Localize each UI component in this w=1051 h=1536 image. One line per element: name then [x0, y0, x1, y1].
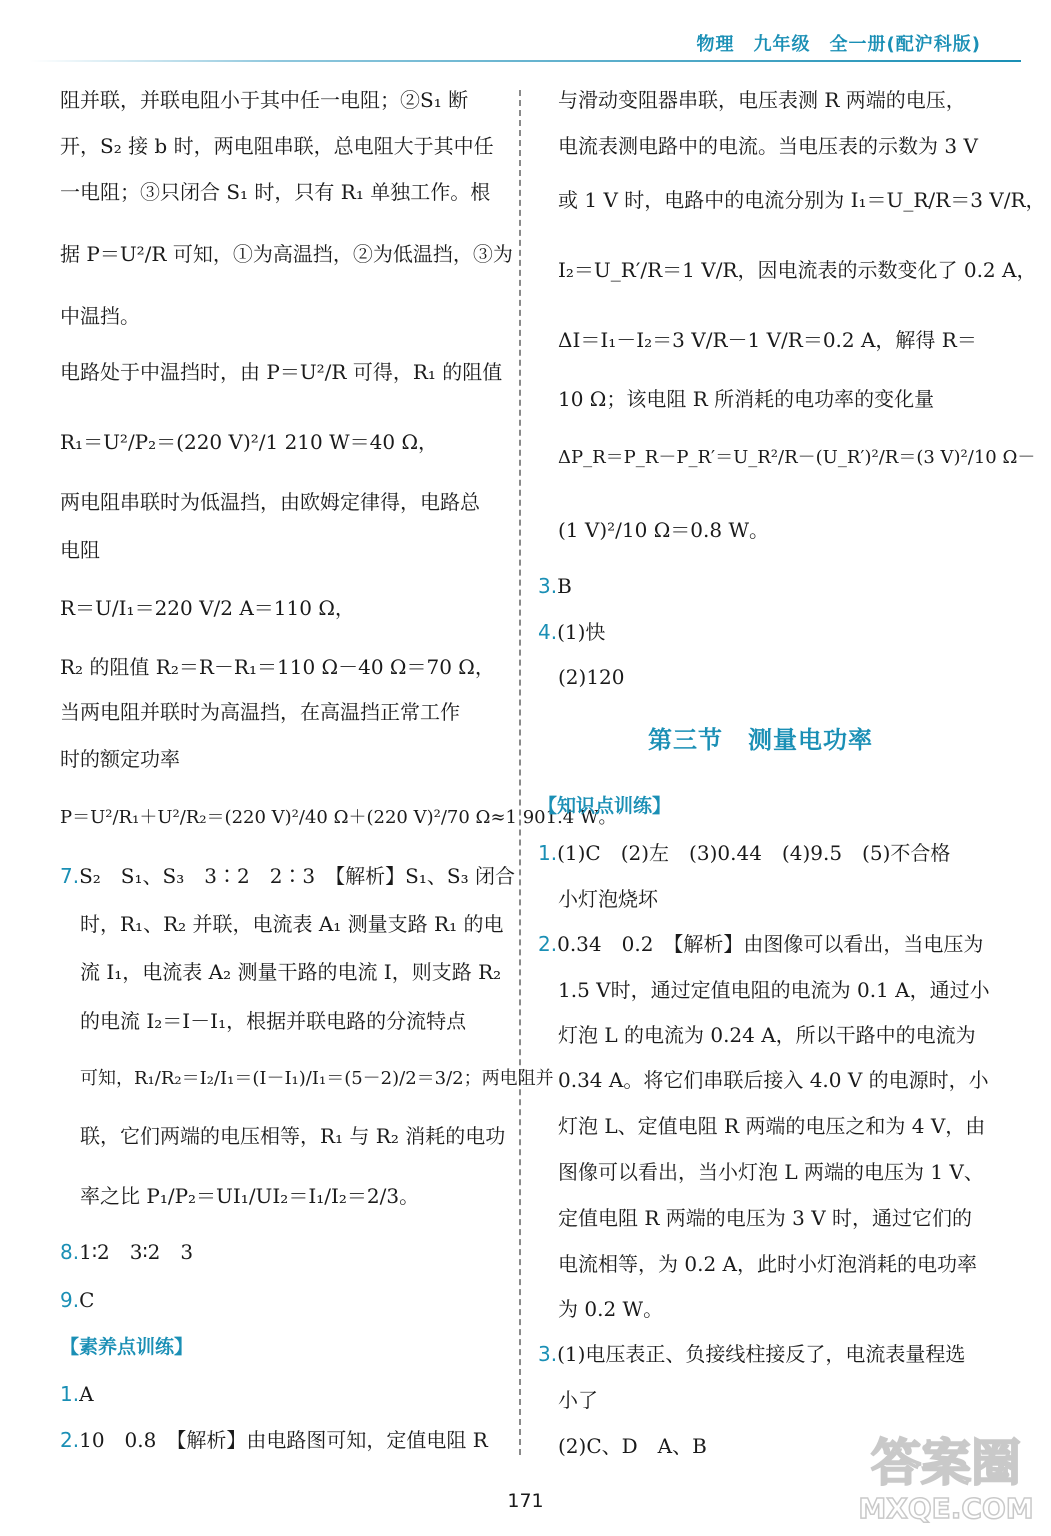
- answer-4: [538, 618, 605, 646]
- text-line: 当两电阻并联时为高温挡，在高温挡正常工作: [60, 700, 460, 724]
- answer-3: [538, 1340, 965, 1368]
- header-title: 物理 九年级 全一册(配沪科版): [696, 34, 981, 55]
- text-line: 与滑动变阻器串联，电压表测 R 两端的电压，: [558, 88, 966, 112]
- text-line: 电流表测电路中的电流。当电压表的示数为 3 V: [558, 134, 978, 158]
- formula-line: P＝U²/R₁＋U²/R₂＝(220 V)²/40 Ω＋(220 V)²/70 Ω≈1 901.4 W。: [60, 807, 617, 828]
- formula-line: ΔP_R＝P_R－P_R′＝U_R²/R－(U_R′)²/R＝(3 V)²/10 Ω－: [558, 447, 1036, 468]
- answer-text: 1∶2 3∶2 3: [79, 1240, 194, 1264]
- formula-line: ΔI＝I₁－I₂＝3 V/R－1 V/R＝0.2 A，解得 R＝: [558, 328, 977, 352]
- page-header: [0, 0, 1051, 62]
- watermark-url: MXQE.COM: [858, 1492, 1034, 1525]
- answer-number: 2.: [60, 1428, 80, 1452]
- text-line: 时的额定功率: [60, 747, 180, 771]
- answer-text: A: [79, 1382, 94, 1406]
- answer-number: 1.: [538, 841, 558, 865]
- answer-number: 1.: [60, 1382, 80, 1406]
- text-line: 联，它们两端的电压相等，R₁ 与 R₂ 消耗的电功: [80, 1124, 506, 1148]
- section-tag: 【素养点训练】: [60, 1336, 194, 1358]
- text-line: R₂ 的阻值 R₂＝R－R₁＝110 Ω－40 Ω＝70 Ω，: [60, 655, 495, 679]
- text-line: 灯泡 L、定值电阻 R 两端的电压之和为 4 V，由: [558, 1114, 986, 1138]
- watermark-logo: [851, 1418, 1041, 1528]
- answer-2: [60, 1426, 488, 1454]
- answer-3: [538, 572, 572, 600]
- text-line: 10 Ω；该电阻 R 所消耗的电功率的变化量: [558, 387, 935, 411]
- answer-text: S₂ S₁、S₃ 3∶2 2∶3 【解析】S₁、S₃ 闭合: [79, 864, 515, 888]
- text-line: 电路处于中温挡时，由 P＝U²/R 可得，R₁ 的阻值: [60, 360, 503, 384]
- section-title: 第三节 测量电功率: [648, 726, 873, 754]
- formula-line: R＝U/I₁＝220 V/2 A＝110 Ω，: [60, 596, 355, 620]
- text-line: 0.34 A。将它们串联后接入 4.0 V 的电源时，小: [558, 1068, 989, 1092]
- answer-number: 3.: [538, 1342, 558, 1366]
- answer-number: 2.: [538, 932, 558, 956]
- text-line: 的电流 I₂＝I－I₁，根据并联电路的分流特点: [80, 1009, 467, 1033]
- text-line: 1.5 V时，通过定值电阻的电流为 0.1 A，通过小: [558, 978, 990, 1002]
- text-line: 据 P＝U²/R 可知，①为高温挡，②为低温挡，③为: [60, 242, 513, 266]
- answer-text: (1)快: [557, 620, 606, 644]
- watermark-text: 答案圈: [871, 1434, 1021, 1492]
- text-line: 两电阻串联时为低温挡，由欧姆定律得，电路总: [60, 490, 480, 514]
- answer-text: (1)电压表正、负接线柱接反了，电流表量程选: [557, 1342, 966, 1366]
- text-line: 时，R₁、R₂ 并联，电流表 A₁ 测量支路 R₁ 的电: [80, 912, 504, 936]
- answer-text: B: [557, 574, 572, 598]
- answer-2: [538, 930, 983, 958]
- text-line: 一电阻；③只闭合 S₁ 时，只有 R₁ 单独工作。根: [60, 180, 491, 204]
- answer-text: (1)C (2)左 (3)0.44 (4)9.5 (5)不合格: [557, 841, 951, 865]
- answer-text: 0.34 0.2 【解析】由图像可以看出，当电压为: [557, 932, 984, 956]
- text-line: 电阻: [60, 538, 100, 562]
- answer-number: 7.: [60, 864, 80, 888]
- formula-line: 率之比 P₁/P₂＝UI₁/UI₂＝I₁/I₂＝2/3。: [80, 1184, 420, 1208]
- section-tag: 【知识点训练】: [538, 795, 672, 817]
- text-line: 图像可以看出，当小灯泡 L 两端的电压为 1 V、: [558, 1160, 984, 1184]
- formula-line: (1 V)²/10 Ω＝0.8 W。: [558, 518, 769, 542]
- text-line: 小灯泡烧坏: [558, 887, 658, 911]
- formula-line: I₂＝U_R′/R＝1 V/R，因电流表的示数变化了 0.2 A，: [558, 258, 1037, 282]
- answer-text: 10 0.8 【解析】由电路图可知，定值电阻 R: [79, 1428, 488, 1452]
- text-line: (2)C、D A、B: [558, 1434, 707, 1458]
- text-line: 灯泡 L 的电流为 0.24 A，所以干路中的电流为: [558, 1023, 976, 1047]
- answer-1: [538, 839, 950, 867]
- text-line: 为 0.2 W。: [558, 1297, 664, 1321]
- text-line: 开，S₂ 接 b 时，两电阻串联，总电阻大于其中任: [60, 134, 494, 158]
- answer-number: 3.: [538, 574, 558, 598]
- text-line: 中温挡。: [60, 304, 140, 328]
- text-line: 小了: [558, 1388, 598, 1412]
- text-line: 阻并联，并联电阻小于其中任一电阻；②S₁ 断: [60, 88, 469, 112]
- answer-7: [60, 862, 515, 890]
- text-line: 定值电阻 R 两端的电压为 3 V 时，通过它们的: [558, 1206, 973, 1230]
- formula-line: 或 1 V 时，电路中的电流分别为 I₁＝U_R/R＝3 V/R，: [558, 188, 1046, 212]
- answer-number: 9.: [60, 1288, 80, 1312]
- text-line: (2)120: [558, 665, 625, 689]
- text-line: 流 I₁，电流表 A₂ 测量干路的电流 I，则支路 R₂: [80, 960, 502, 984]
- answer-text: C: [79, 1288, 95, 1312]
- header-rule: [30, 60, 1021, 62]
- answer-8: [60, 1238, 193, 1266]
- text-line: 电流相等，为 0.2 A，此时小灯泡消耗的电功率: [558, 1252, 977, 1276]
- answer-9: [60, 1286, 94, 1314]
- column-divider: [519, 90, 521, 1455]
- formula-line: R₁＝U²/P₂＝(220 V)²/1 210 W＝40 Ω，: [60, 430, 439, 454]
- page-number: 171: [507, 1490, 544, 1512]
- answer-number: 4.: [538, 620, 558, 644]
- answer-1: [60, 1380, 94, 1408]
- answer-number: 8.: [60, 1240, 80, 1264]
- formula-line: 可知，R₁/R₂＝I₂/I₁＝(I－I₁)/I₁＝(5－2)/2＝3/2；两电阻并: [80, 1068, 554, 1089]
